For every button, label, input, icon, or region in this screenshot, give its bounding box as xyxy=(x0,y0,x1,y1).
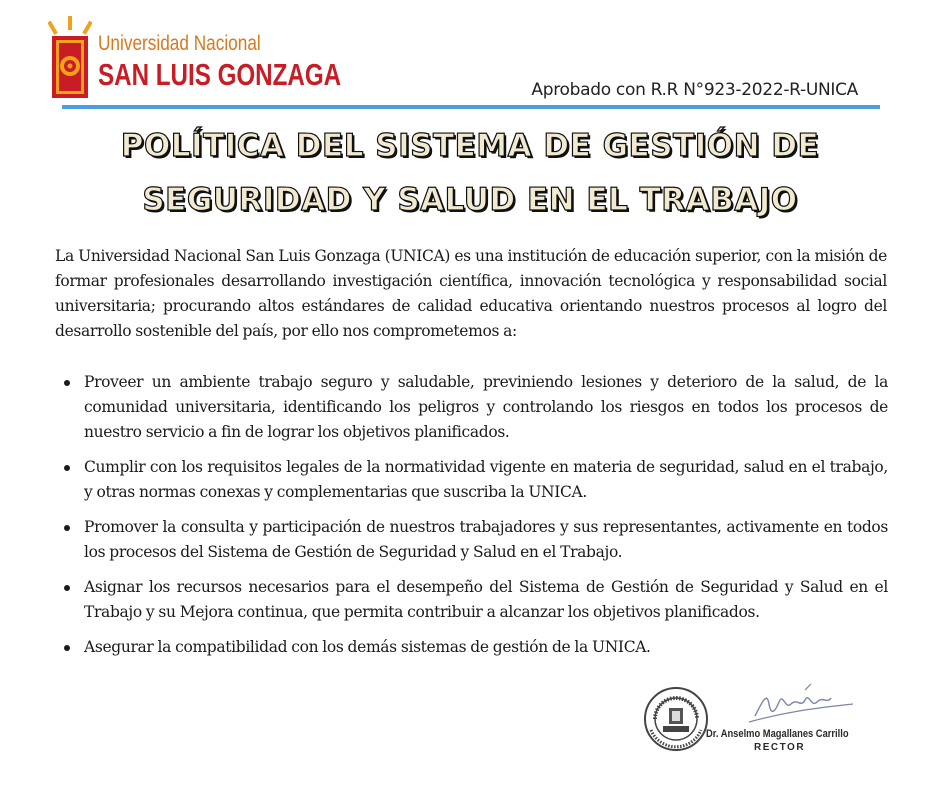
rector-seal-icon xyxy=(643,686,709,752)
intro-paragraph: La Universidad Nacional San Luis Gonzaga (UNICA) es una institución de educación superior, con la misión de formar profesionales desarrollando investigación científica, innovación tecnológica y responsabilidad social universitaria; procurando altos estándares de calidad educativa orientando nuestros procesos al logro del desarrollo sostenible del país, por ello nos comprometemos a: xyxy=(55,247,887,340)
list-item-text: Asegurar la compatibilidad con los demás sistemas de gestión de la UNICA. xyxy=(84,638,651,656)
logo-line-2: SAN LUIS GONZAGA xyxy=(98,57,342,92)
signatory-name: Dr. Anselmo Magallanes Carrillo xyxy=(706,728,849,740)
list-item xyxy=(62,515,888,565)
list-item xyxy=(62,575,888,625)
university-emblem-icon xyxy=(48,14,92,102)
list-item-text: Cumplir con los requisitos legales de la normatividad vigente en materia de seguridad, salud en el trabajo, y otras normas conexas y complementarias que suscriba la UNICA. xyxy=(84,458,888,501)
list-item xyxy=(62,370,888,445)
university-logo xyxy=(48,14,342,106)
bullet-icon xyxy=(64,380,70,386)
commitments-list xyxy=(62,370,888,670)
logo-line-1: Universidad Nacional xyxy=(98,32,261,55)
list-item-text: Asignar los recursos necesarios para el desempeño del Sistema de Gestión de Seguridad y Salud en el Trabajo y su Mejora continua, que permita contribuir a alcanzar los objetivos planificados. xyxy=(84,578,888,621)
bullet-icon xyxy=(64,585,70,591)
page-title-line-2: SEGURIDAD Y SALUD EN EL TRABAJO xyxy=(142,182,798,218)
bullet-icon xyxy=(64,525,70,531)
page-title-line-1: POLÍTICA DEL SISTEMA DE GESTIÓN DE xyxy=(120,128,820,164)
list-item xyxy=(62,635,888,660)
approval-reference: Aprobado con R.R N°923-2022-R-UNICA xyxy=(531,80,858,100)
bullet-icon xyxy=(64,465,70,471)
signatory-role: RECTOR xyxy=(754,742,806,753)
list-item xyxy=(62,455,888,505)
list-item-text: Promover la consulta y participación de nuestros trabajadores y sus representantes, activamente en todos los procesos del Sistema de Gestión de Seguridad y Salud en el Trabajo. xyxy=(84,518,888,561)
bullet-icon xyxy=(64,645,70,651)
header-divider xyxy=(62,105,880,109)
list-item-text: Proveer un ambiente trabajo seguro y saludable, previniendo lesiones y deterioro de la salud, de la comunidad universitaria, identificando los peligros y controlando los riesgos en todos los procesos de nuestro servicio a fin de lograr los objetivos planificados. xyxy=(84,373,888,441)
signature-scribble-icon xyxy=(745,682,857,726)
